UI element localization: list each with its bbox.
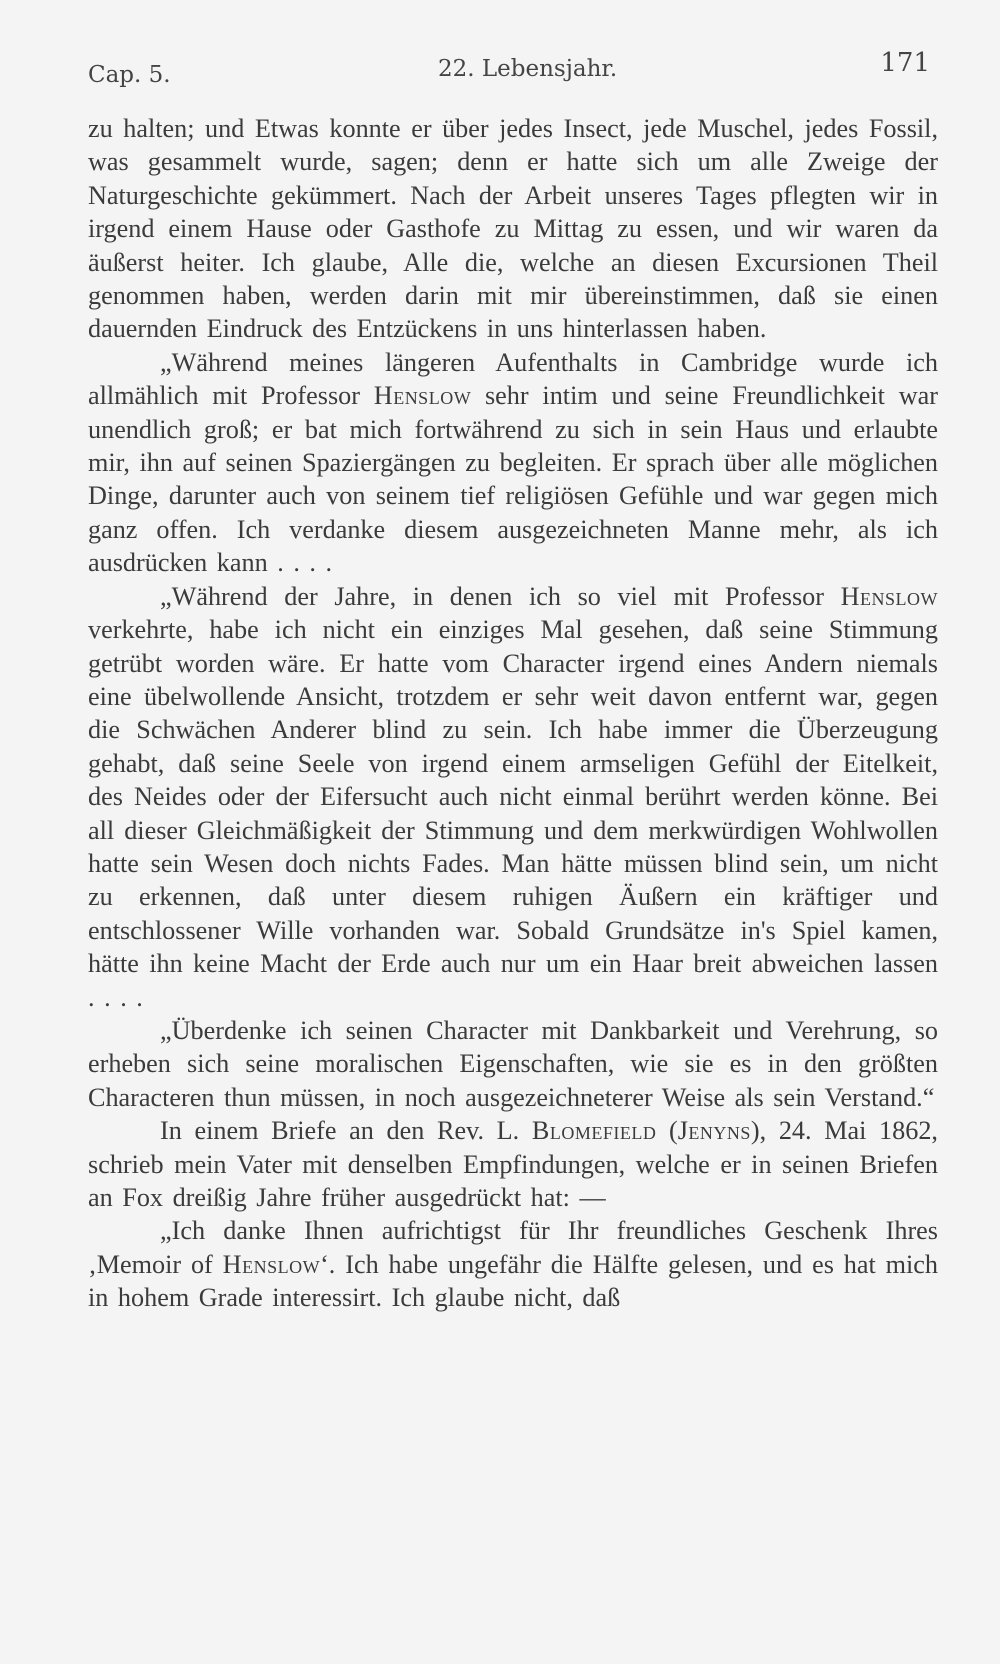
small-caps-name: Jenyns [677,1116,751,1146]
small-caps-name: Blomefield [531,1116,657,1146]
text-segment: „Während meines längeren Aufenthalts in Cambridge wurde ich allmählich mit Professor [88,347,938,411]
text-segment: zu halten; und Etwas konnte er über jedes Insect, jede Muschel, jedes Fossil, was gesammelt wurde, sagen; denn er hatte sich um alle Zweige der Naturgeschichte gekümmert. Nach der Arbeit unseres Tages pflegten wir in irgend einem Hause oder Gasthofe zu Mittag zu essen, und wir waren da äußerst heiter. Ich glaube, Alle die, welche an diesen Excursionen Theil genommen haben, werden darin mit mir übereinstimmen, daß sie einen dauernden Eindruck des Entzückens in uns hinterlassen haben. [88,114,938,344]
small-caps-name: Henslow [373,381,472,411]
small-caps-name: Henslow [840,581,938,611]
page-header [88,48,930,88]
chapter-label: Cap. 5. [88,62,171,88]
paragraph-p1 [88,112,938,346]
paragraph-p3 [88,580,938,1014]
text-segment: „Ich danke Ihnen aufrichtigst für Ihr freundliches Geschenk Ihres ‚Memoir of [88,1216,938,1279]
text-segment: In einem Briefe an den Rev. L. [160,1116,532,1146]
paragraph-p5 [88,1114,938,1214]
text-segment: „Überdenke ich seinen Character mit Dankbarkeit und Verehrung, so erheben sich seine moralischen Eigenschaften, wie sie es in den größten Characteren thun müssen, in noch ausgezeichneterer Weise als sein Verstand.“ [88,1015,938,1112]
text-segment: sehr intim und seine Freundlichkeit war unendlich groß; er bat mich fortwährend zu sich in sein Haus und erlaubte mir, ihn auf seinen Spaziergängen zu begleiten. Er sprach über alle möglichen Dinge, darunter auch von seinem tief religiösen Gefühle und war gegen mich ganz offen. Ich verdanke diesem ausgezeichneten Manne mehr, als ich ausdrücken kann . . . . [88,381,938,578]
paragraph-p2 [88,346,938,580]
paragraph-p4 [88,1014,938,1114]
paragraph-p6 [88,1214,938,1314]
text-segment: ( [656,1116,678,1146]
body-text [88,112,938,1315]
text-segment: ‘. Ich habe ungefähr die Hälfte gelesen, und es hat mich in hohem Grade interessirt. Ich glaube nicht, daß [88,1249,939,1313]
running-title: 22. Lebensjahr. [438,56,618,82]
text-segment: ), 24. Mai 1862, schrieb mein Vater mit denselben Empfindungen, welche er in seinen Briefen an Fox dreißig Jahre früher ausgedrückt hat: — [88,1116,938,1212]
small-caps-name: Henslow [222,1249,321,1279]
text-segment: „Während der Jahre, in denen ich so viel mit Professor [160,581,841,611]
text-segment: verkehrte, habe ich nicht ein einziges Mal gesehen, daß seine Stimmung getrübt worden wäre. Er hatte vom Character irgend eines Andern niemals eine übelwollende Ansicht, trotzdem er sehr weit davon entfernt war, gegen die Schwächen Anderer blind zu sein. Ich habe immer die Überzeugung gehabt, daß seine Seele von irgend einem armseligen Gefühl der Eitelkeit, des Neides oder der Eifersucht auch nicht einmal berührt werden könne. Bei all dieser Gleichmäßigkeit der Stimmung und dem merkwürdigen Wohlwollen hatte sein Wesen doch nichts Fades. Man hätte müssen blind sein, um nicht zu erkennen, daß unter diesem ruhigen Äußern ein kräftiger und entschlossener Wille vorhanden war. Sobald Grundsätze in's Spiel kamen, hätte ihn keine Macht der Erde auch nur um ein Haar breit abweichen lassen . . . . [88,615,938,1012]
page-number: 171 [880,48,930,78]
